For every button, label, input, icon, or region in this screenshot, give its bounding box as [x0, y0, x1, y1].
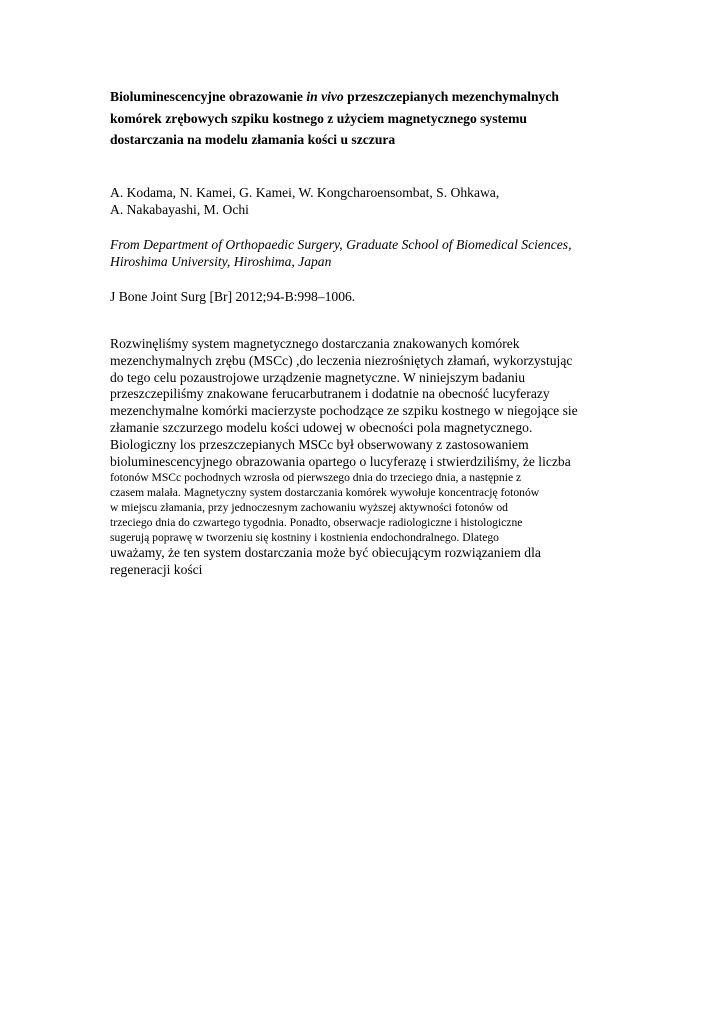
title-italic-phrase: in vivo	[306, 89, 344, 104]
affiliation	[110, 236, 620, 270]
title-line-3: dostarczania na modelu złamania kości u szczura	[110, 132, 396, 147]
affiliation-line-1: From Department of Orthopaedic Surgery, Graduate School of Biomedical Sciences,	[110, 237, 572, 252]
abstract-line: bioluminescencyjnego obrazowania opartego o lucyferazę i stwierdziliśmy, że liczba	[110, 453, 571, 469]
journal-citation: J Bone Joint Surg [Br] 2012;94-B:998–1006.	[110, 289, 356, 304]
abstract-line: czasem malała. Magnetyczny system dostarczania komórek wywołuje koncentrację fotonów	[110, 486, 540, 500]
authors-line-2: A. Nakabayashi, M. Ochi	[110, 202, 249, 217]
abstract-line: trzeciego dnia do czwartego tygodnia. Ponadto, obserwacje radiologiczne i histologiczne	[110, 516, 523, 530]
abstract-line: sugerują poprawę w tworzeniu się kostniny i kostnienia endochondralnego. Dlatego	[110, 531, 499, 545]
title-line-1-end: przeszczepianych mezenchymalnych	[343, 89, 559, 104]
abstract-line: Rozwinęliśmy system magnetycznego dostarczania znakowanych komórek	[110, 336, 520, 351]
abstract-line: mezenchymalnych zrębu (MSCc) ,do leczenia niezrośniętych złamań, wykorzystując	[110, 352, 573, 368]
title-line-2: komórek zrębowych szpiku kostnego z użyciem magnetycznego systemu	[110, 110, 527, 126]
title-line-1	[110, 86, 620, 108]
article-title	[110, 86, 620, 151]
abstract-line: przeszczepiliśmy znakowane ferucarbutranem i dodatnie na obecność lucyferazy	[110, 386, 550, 402]
abstract-line: uważamy, że ten system dostarczania może być obiecującym rozwiązaniem dla	[110, 545, 541, 561]
affiliation-line-2: Hiroshima University, Hiroshima, Japan	[110, 254, 332, 269]
abstract-line: do tego celu pozaustrojowe urządzenie magnetyczne. W niniejszym badaniu	[110, 369, 526, 385]
abstract-paragraph	[110, 336, 620, 579]
abstract-line: w miejscu złamania, przy jednoczesnym zachowaniu wyższej aktywności fotonów od	[110, 501, 508, 515]
author-list	[110, 184, 620, 218]
abstract-line: regeneracji kości	[110, 562, 203, 578]
abstract-line: Biologiczny los przeszczepianych MSCc był obserwowany z zastosowaniem	[110, 436, 529, 452]
abstract-line: fotonów MSCc pochodnych wzrosła od pierwszego dnia do trzeciego dnia, a następnie z	[110, 471, 522, 485]
authors-line-1: A. Kodama, N. Kamei, G. Kamei, W. Kongcharoensombat, S. Ohkawa,	[110, 185, 500, 200]
abstract-line: mezenchymalne komórki macierzyste pochodzące ze szpiku kostnego w niegojące sie	[110, 403, 578, 419]
abstract-line: złamanie szczurzego modelu kości udowej w obecności pola magnetycznego.	[110, 419, 533, 435]
title-line-1-start: Bioluminescencyjne obrazowanie	[110, 89, 307, 104]
